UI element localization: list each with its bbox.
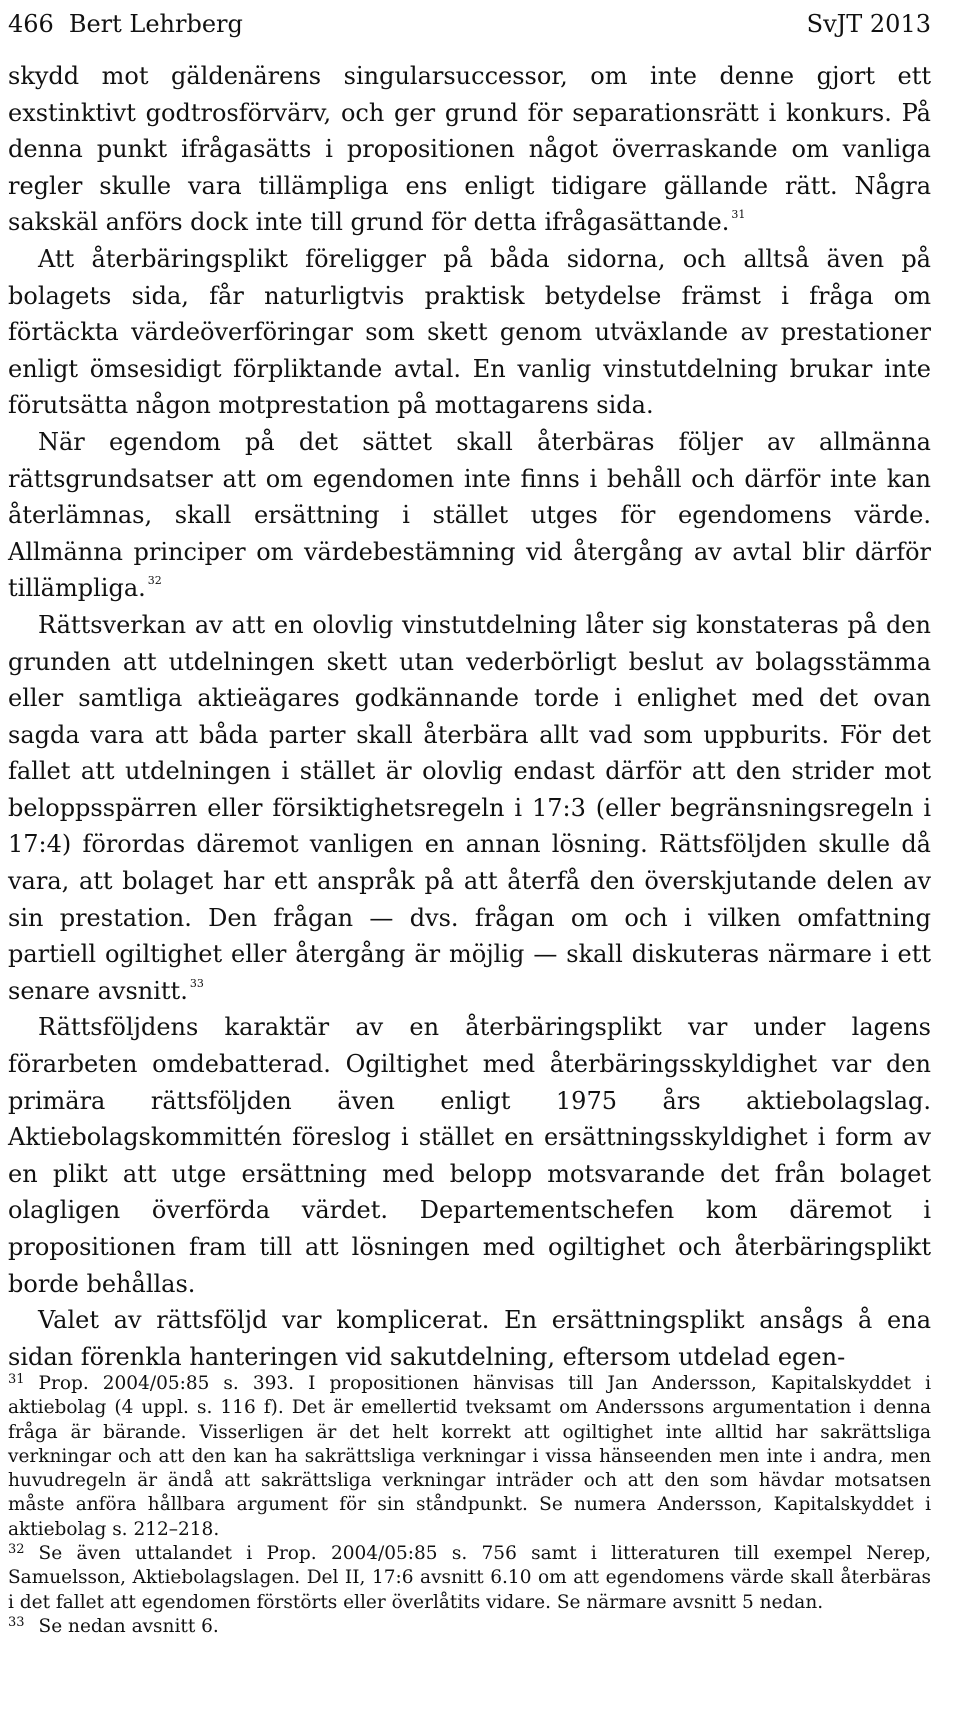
paragraph [8,607,931,1010]
footnote-number: 32 [8,1542,25,1558]
paragraph [8,241,931,424]
paragraph-text: Rättsföljdens karaktär av en återbäringsplikt var under lagens förarbeten omdebatterad. Ogiltighet med återbäringsskyldighet var den primära rättsföljden även enligt 1975 års aktiebolagslag. Aktiebolagskommittén föreslog i stället en ersättningsskyldighet i form av en plikt att utge ersättning med belopp motsvarande det från bolaget olagligen överförda värdet. Departementschefen kom däremot i propositionen fram till att lösningen med ogiltighet och återbäringsplikt borde behållas. [8,1013,931,1298]
page-number: 466 [8,10,54,38]
footnote-number: 31 [8,1372,25,1387]
running-header [8,4,931,44]
journal-name: SvJT 2013 [806,10,931,38]
footnote-text: Prop. 2004/05:85 s. 393. I propositionen hänvisas till Jan Andersson, Kapitalskyddet i aktiebolag (4 uppl. s. 116 f). Det är emellertid tveksamt om Anderssons argumentation i denna fråga är bärande. Visserligen är det helt korrekt att ogiltighet inte alltid har sakrättsliga verkningar och att den kan ha sakrättsliga verkningar i vissa hänseenden men inte i andra, men huvudregeln är ändå att sakrättsliga verkningar inträder och att den som hävdar motsatsen måste anföra hållbara argument för sin ståndpunkt. Se numera Andersson, Kapitalskyddet i aktiebolag s. 212–218. [8,1373,931,1540]
footnote-reference[interactable]: 32 [147,574,162,588]
paragraph-text: När egendom på det sättet skall återbäras följer av allmänna rättsgrundsatser att om egendomen inte finns i behåll och därför inte kan återlämnas, skall ersättning i stället utges för egendomens värde. Allmänna principer om värdebestämning vid återgång av avtal blir därför tillämpliga. [8,427,931,603]
paragraph [8,424,931,607]
paragraph [8,58,931,241]
footnote-reference[interactable]: 31 [731,208,746,222]
paragraph-text: skydd mot gäldenärens singularsuccessor, om inte denne gjort ett exstinktivt godtrosförvärv, och ger grund för separationsrätt i konkurs. På denna punkt ifrågasätts i propositionen något överraskande om vanliga regler skulle vara tillämpliga ens enligt tidigare gällande rätt. Några sakskäl anförs dock inte till grund för detta ifrågasättande. [8,62,931,237]
author-name: Bert Lehrberg [68,10,243,38]
footnote [8,1372,931,1542]
footnote [8,1542,931,1615]
footnote [8,1615,931,1639]
paragraph [8,1302,931,1375]
paragraph [8,1009,931,1302]
footnotes [8,1372,931,1639]
paragraph-text: Rättsverkan av att en olovlig vinstutdelning låter sig konstateras på den grunden att utdelningen skett utan vederbörligt beslut av bolagsstämma eller samtliga aktieägares godkännande torde i enlighet med det ovan sagda vara att båda parter skall återbära allt vad som uppburits. För det fallet att utdelningen i stället är olovlig endast därför att den strider mot beloppsspärren eller försiktighetsregeln i 17:3 (eller begränsningsregeln i 17:4) förordas däremot vanligen en annan lösning. Rättsföljden skulle då vara, att bolaget har ett anspråk på att återfå den överskjutande delen av sin prestation. Den frågan — dvs. frågan om och i vilken omfattning partiell ogiltighet eller återgång är möjlig — skall diskuteras närmare i ett senare avsnitt. [8,610,931,1005]
paragraph-text: Valet av rättsföljd var komplicerat. En ersättningsplikt ansågs å ena sidan förenkla hanteringen vid sakutdelning, eftersom utdelad egen- [8,1306,931,1371]
footnote-text: Se även uttalandet i Prop. 2004/05:85 s. 756 samt i litteraturen till exempel Nerep, Samuelsson, Aktiebolagslagen. Del II, 17:6 avsnitt 6.10 om att egendomens värde skall återbäras i det fallet att egendomen förstörts eller överlåtits vidare. Se närmare avsnitt 5 nedan. [8,1543,931,1613]
body-text [8,58,931,1375]
footnote-text: Se nedan avsnitt 6. [38,1615,219,1637]
header-left [8,10,243,38]
footnote-reference[interactable]: 33 [189,976,204,990]
footnote-number: 33 [8,1614,25,1630]
paragraph-text: Att återbäringsplikt föreligger på båda sidorna, och alltså även på bolagets sida, får naturligtvis praktisk betydelse främst i fråga om förtäckta värdeöverföringar som skett genom utväxlande av prestationer enligt ömsesidigt förpliktande avtal. En vanlig vinstutdelning brukar inte förutsätta någon motprestation på mottagarens sida. [8,244,931,420]
